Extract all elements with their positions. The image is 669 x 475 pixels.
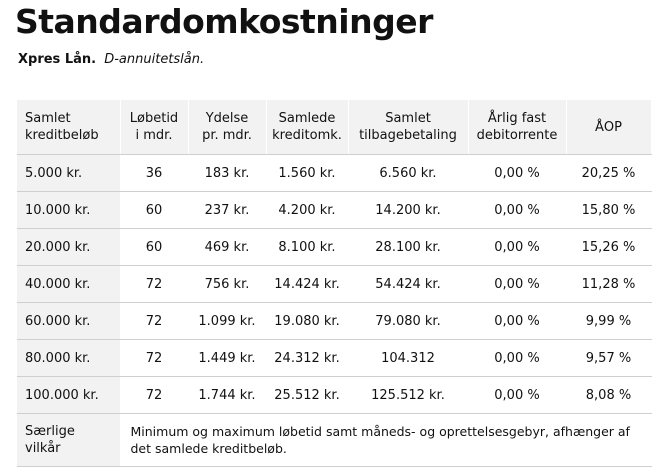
- cell-kreditbeloeb: 60.000 kr.: [17, 303, 120, 340]
- cell-tilbagebetaling: 104.312: [348, 340, 468, 377]
- cell-kreditbeloeb: 40.000 kr.: [17, 266, 120, 303]
- cell-tilbagebetaling: 54.424 kr.: [348, 266, 468, 303]
- col-header-ydelse: Ydelse pr. mdr.: [188, 100, 266, 155]
- cell-debitorrente: 0,00 %: [468, 303, 566, 340]
- cell-ydelse: 183 kr.: [188, 155, 266, 192]
- cell-aop: 8,08 %: [566, 377, 651, 414]
- table-row: [17, 340, 651, 377]
- cell-kreditbeloeb: 5.000 kr.: [17, 155, 120, 192]
- special-terms-label: Særlige vilkår: [17, 414, 120, 467]
- cell-kreditomk: 25.512 kr.: [266, 377, 348, 414]
- cell-debitorrente: 0,00 %: [468, 377, 566, 414]
- table-row: [17, 377, 651, 414]
- table-row: [17, 192, 651, 229]
- cell-kreditbeloeb: 10.000 kr.: [17, 192, 120, 229]
- cell-debitorrente: 0,00 %: [468, 155, 566, 192]
- cell-ydelse: 1.744 kr.: [188, 377, 266, 414]
- cost-table: [17, 100, 652, 467]
- cell-kreditomk: 14.424 kr.: [266, 266, 348, 303]
- cell-loebetid: 72: [120, 340, 188, 377]
- page-subtitle: [18, 51, 204, 69]
- table-row: [17, 229, 651, 266]
- table-row: [17, 155, 651, 192]
- table-row: [17, 303, 651, 340]
- cell-tilbagebetaling: 6.560 kr.: [348, 155, 468, 192]
- product-name: Xpres Lån.: [18, 52, 97, 67]
- cell-loebetid: 72: [120, 377, 188, 414]
- page-title: Standardomkostninger: [15, 2, 433, 41]
- cell-tilbagebetaling: 28.100 kr.: [348, 229, 468, 266]
- cell-tilbagebetaling: 79.080 kr.: [348, 303, 468, 340]
- cell-debitorrente: 0,00 %: [468, 340, 566, 377]
- col-header-aop: ÅOP: [566, 100, 651, 155]
- col-header-tilbagebetaling: Samlet tilbagebetaling: [348, 100, 468, 155]
- cell-kreditomk: 19.080 kr.: [266, 303, 348, 340]
- cell-tilbagebetaling: 125.512 kr.: [348, 377, 468, 414]
- cell-debitorrente: 0,00 %: [468, 266, 566, 303]
- cell-kreditomk: 1.560 kr.: [266, 155, 348, 192]
- table-row: [17, 266, 651, 303]
- cell-loebetid: 60: [120, 229, 188, 266]
- col-header-kreditbeloeb: Samlet kreditbeløb: [17, 100, 120, 155]
- special-terms-row: [17, 414, 651, 467]
- cell-debitorrente: 0,00 %: [468, 229, 566, 266]
- cell-aop: 11,28 %: [566, 266, 651, 303]
- cell-kreditbeloeb: 20.000 kr.: [17, 229, 120, 266]
- cell-kreditbeloeb: 80.000 kr.: [17, 340, 120, 377]
- cell-aop: 20,25 %: [566, 155, 651, 192]
- cell-ydelse: 237 kr.: [188, 192, 266, 229]
- cell-aop: 15,80 %: [566, 192, 651, 229]
- col-header-kreditomk: Samlede kreditomk.: [266, 100, 348, 155]
- table-header-row: [17, 100, 651, 155]
- loan-type: D-annuitetslån.: [104, 52, 205, 67]
- cell-kreditomk: 4.200 kr.: [266, 192, 348, 229]
- cell-kreditomk: 24.312 kr.: [266, 340, 348, 377]
- special-terms-text: Minimum og maximum løbetid samt måneds- og oprettelsesgebyr, afhænger af det samlede kreditbeløb.: [120, 414, 651, 467]
- cell-aop: 15,26 %: [566, 229, 651, 266]
- cell-loebetid: 72: [120, 303, 188, 340]
- col-header-debitorrente: Årlig fast debitorrente: [468, 100, 566, 155]
- cell-loebetid: 72: [120, 266, 188, 303]
- cell-kreditbeloeb: 100.000 kr.: [17, 377, 120, 414]
- cell-ydelse: 1.099 kr.: [188, 303, 266, 340]
- cell-aop: 9,57 %: [566, 340, 651, 377]
- cell-debitorrente: 0,00 %: [468, 192, 566, 229]
- cell-kreditomk: 8.100 kr.: [266, 229, 348, 266]
- cell-loebetid: 36: [120, 155, 188, 192]
- cell-aop: 9,99 %: [566, 303, 651, 340]
- cell-ydelse: 1.449 kr.: [188, 340, 266, 377]
- cell-ydelse: 469 kr.: [188, 229, 266, 266]
- col-header-loebetid: Løbetid i mdr.: [120, 100, 188, 155]
- cell-ydelse: 756 kr.: [188, 266, 266, 303]
- cell-loebetid: 60: [120, 192, 188, 229]
- cell-tilbagebetaling: 14.200 kr.: [348, 192, 468, 229]
